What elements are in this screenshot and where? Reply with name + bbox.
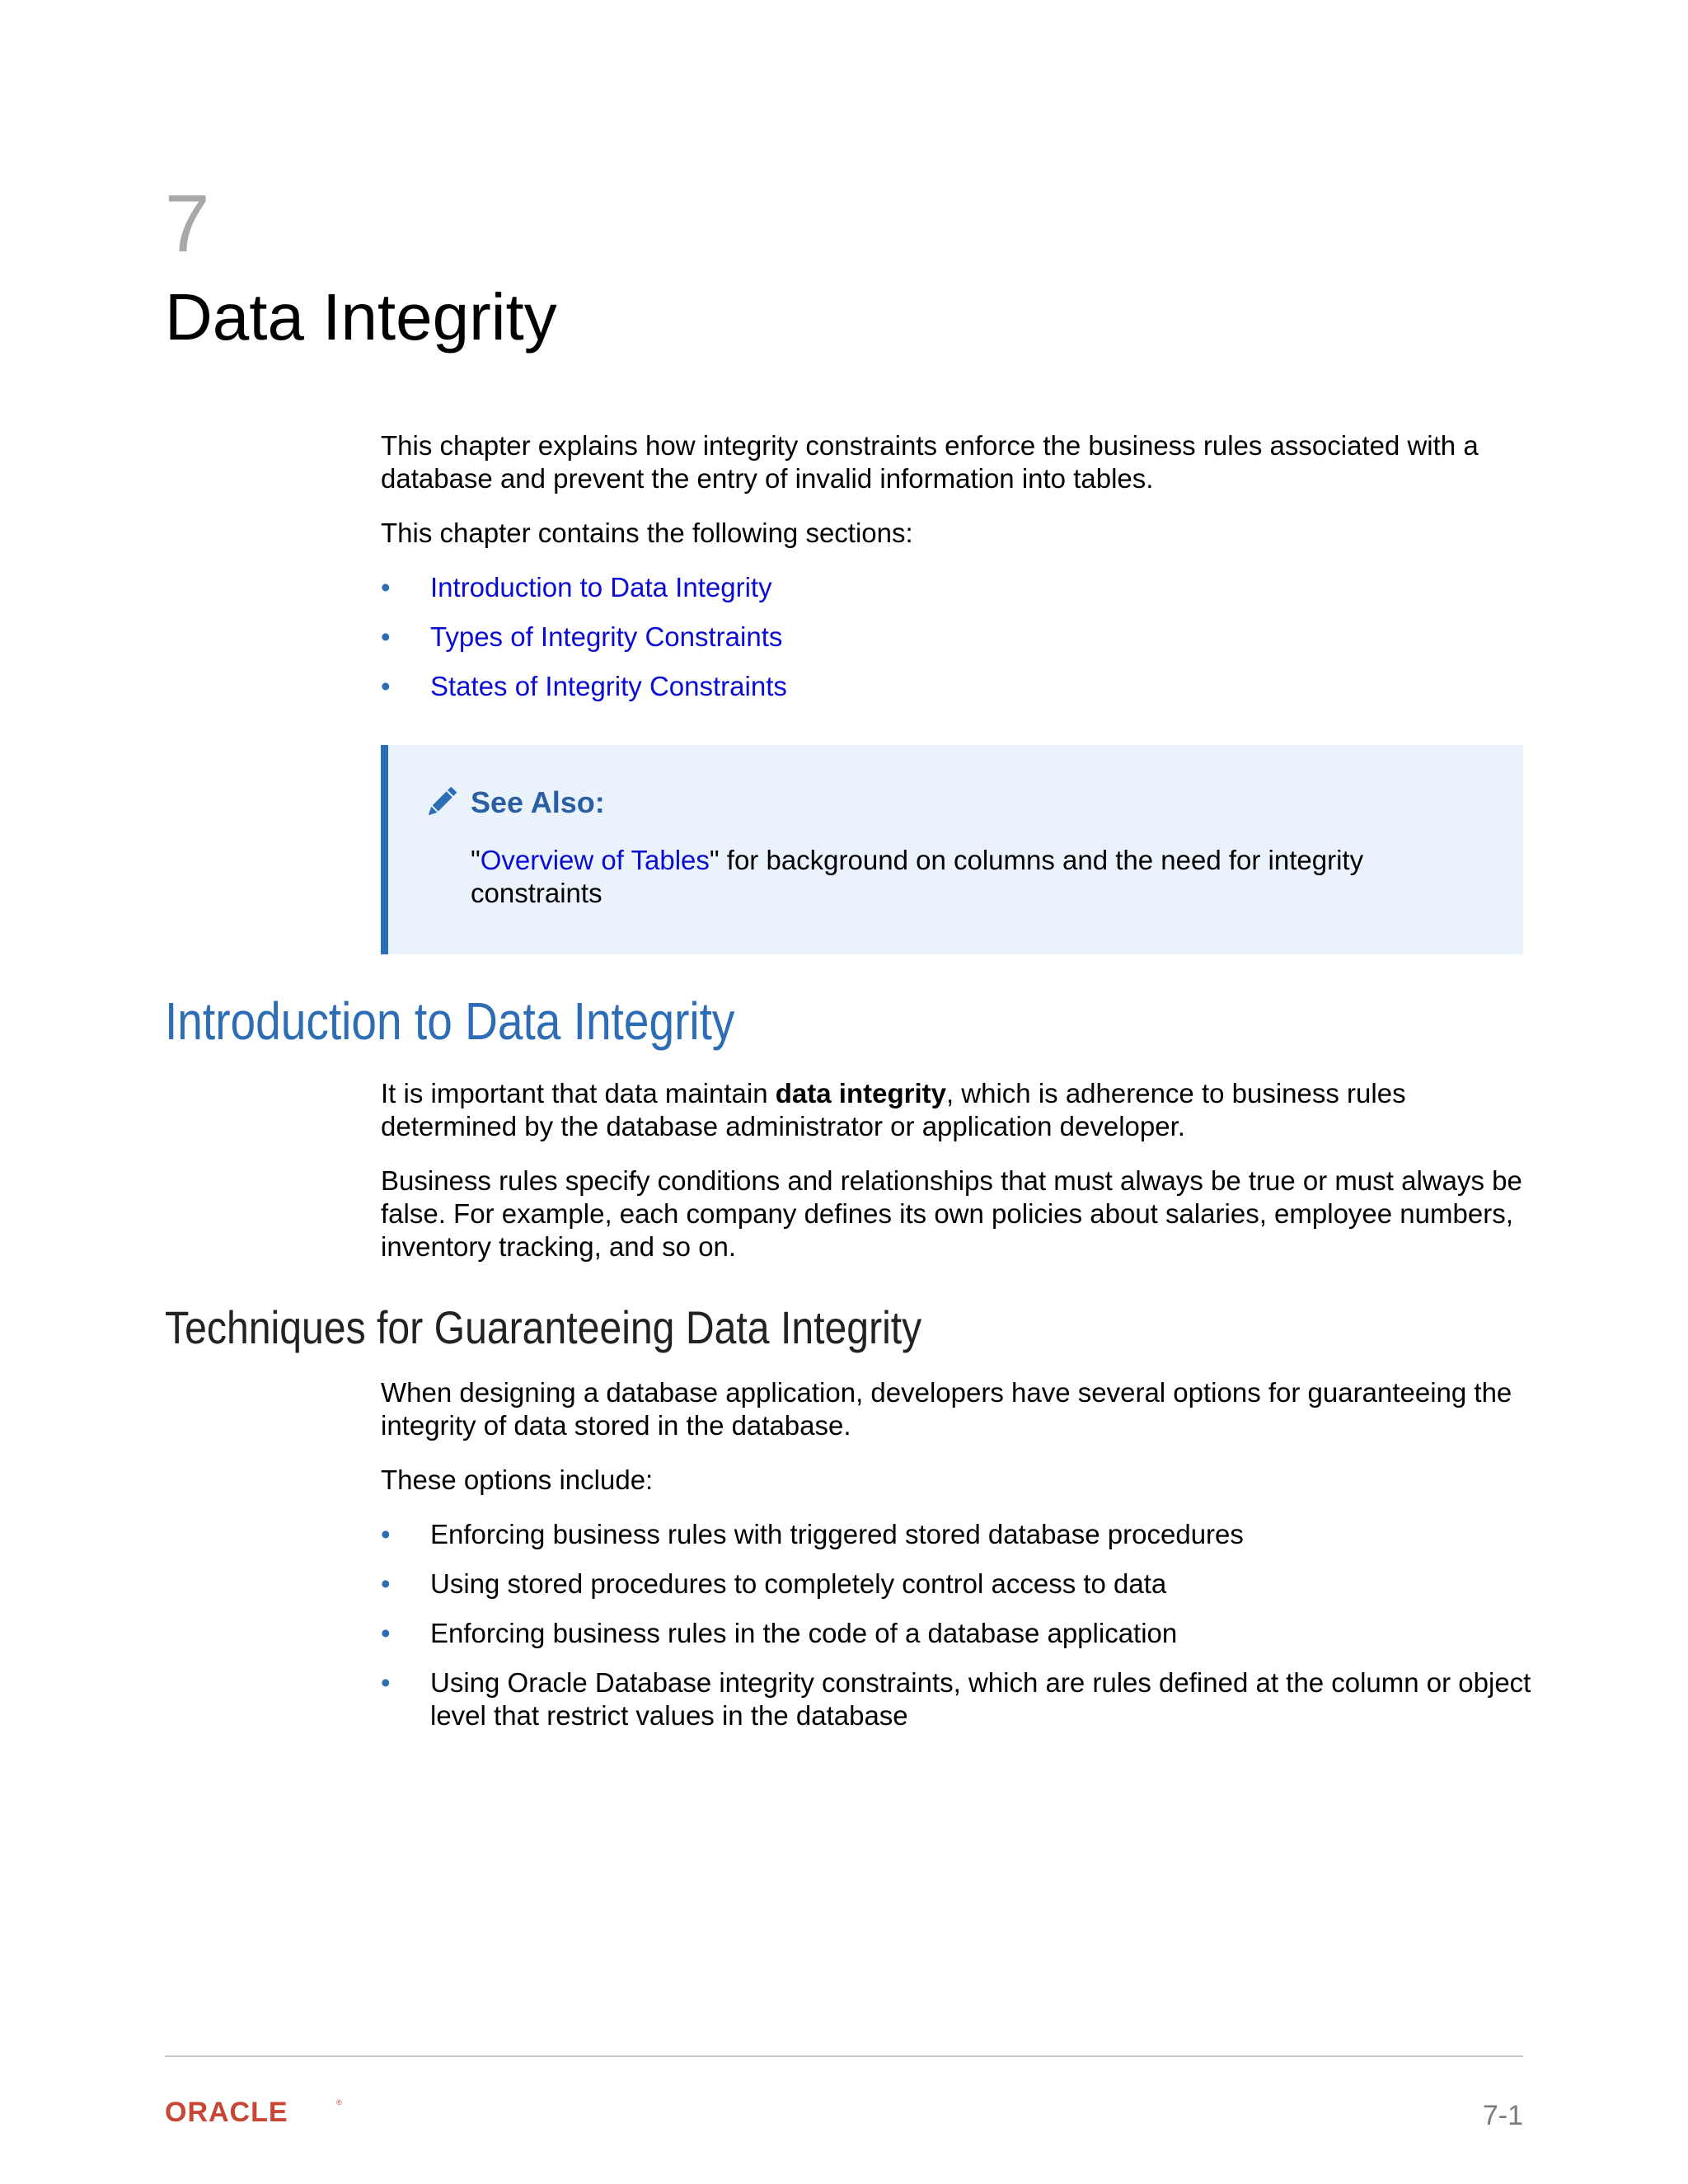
link-states[interactable]: States of Integrity Constraints bbox=[430, 671, 787, 701]
bullet-icon: • bbox=[381, 1519, 391, 1549]
bullet-icon: • bbox=[381, 1667, 391, 1698]
see-also-text bbox=[471, 844, 1418, 910]
page-number: 7-1 bbox=[1482, 2100, 1523, 2131]
bullet-icon: • bbox=[381, 671, 391, 701]
bullet-icon: • bbox=[381, 621, 391, 652]
pencil-icon bbox=[423, 783, 461, 821]
list-item bbox=[381, 1666, 1535, 1732]
bullet-icon: • bbox=[381, 572, 391, 602]
footer-divider bbox=[165, 2055, 1523, 2057]
list-item bbox=[381, 1568, 1535, 1601]
section-heading-introduction: Introduction to Data Integrity bbox=[165, 991, 735, 1051]
list-item bbox=[381, 1518, 1535, 1551]
bold-term: data integrity bbox=[775, 1078, 946, 1108]
see-also-title: See Also: bbox=[471, 785, 605, 819]
section-links-list bbox=[381, 571, 1535, 703]
quote-mark: " bbox=[471, 845, 481, 875]
chapter-number: 7 bbox=[165, 178, 210, 269]
see-also-description: " for background on columns and the need for integrity constraints bbox=[471, 845, 1364, 908]
sections-intro: This chapter contains the following sections: bbox=[381, 518, 913, 548]
list-item bbox=[381, 670, 1535, 703]
bullet-icon: • bbox=[381, 1618, 391, 1648]
section-heading-techniques: Techniques for Guaranteeing Data Integrity bbox=[165, 1301, 922, 1353]
option-text: Enforcing business rules with triggered stored database procedures bbox=[430, 1519, 1244, 1549]
oracle-logo bbox=[165, 2097, 346, 2126]
intro-paragraph: This chapter explains how integrity constraints enforce the business rules associated with a database and prevent the entry of invalid information into tables. bbox=[381, 430, 1479, 494]
chapter-title: Data Integrity bbox=[165, 280, 557, 354]
link-overview-of-tables[interactable]: Overview of Tables bbox=[480, 845, 710, 875]
section1-paragraph1 bbox=[381, 1077, 1535, 1143]
text-run: It is important that data maintain bbox=[381, 1078, 776, 1108]
section2-block bbox=[381, 1376, 1535, 1732]
bullet-icon: • bbox=[381, 1568, 391, 1599]
list-item bbox=[381, 1617, 1535, 1650]
list-item bbox=[381, 571, 1535, 604]
list-item bbox=[381, 621, 1535, 654]
svg-text:®: ® bbox=[336, 2098, 342, 2107]
text-run: , which is adherence to business rules determined by the database administrator or application developer. bbox=[381, 1078, 1406, 1141]
oracle-logo-text: ORACLE bbox=[165, 2097, 288, 2126]
section2-paragraph2: These options include: bbox=[381, 1465, 654, 1495]
section2-paragraph1: When designing a database application, developers have several options for guaranteeing the integrity of data stored in the database. bbox=[381, 1377, 1512, 1441]
see-also-note bbox=[381, 745, 1523, 954]
option-text: Enforcing business rules in the code of a database application bbox=[430, 1618, 1178, 1648]
option-text: Using Oracle Database integrity constraints, which are rules defined at the column or object level that restrict values in the database bbox=[430, 1667, 1531, 1731]
section1-block bbox=[381, 1077, 1535, 1263]
intro-block bbox=[381, 429, 1535, 703]
link-types[interactable]: Types of Integrity Constraints bbox=[430, 621, 783, 652]
options-list bbox=[381, 1518, 1535, 1732]
option-text: Using stored procedures to completely control access to data bbox=[430, 1568, 1167, 1599]
link-introduction[interactable]: Introduction to Data Integrity bbox=[430, 572, 772, 602]
section1-paragraph2: Business rules specify conditions and relationships that must always be true or must always be false. For example, each company defines its own policies about salaries, employee numbers, inventory tracking, and so on. bbox=[381, 1165, 1522, 1262]
